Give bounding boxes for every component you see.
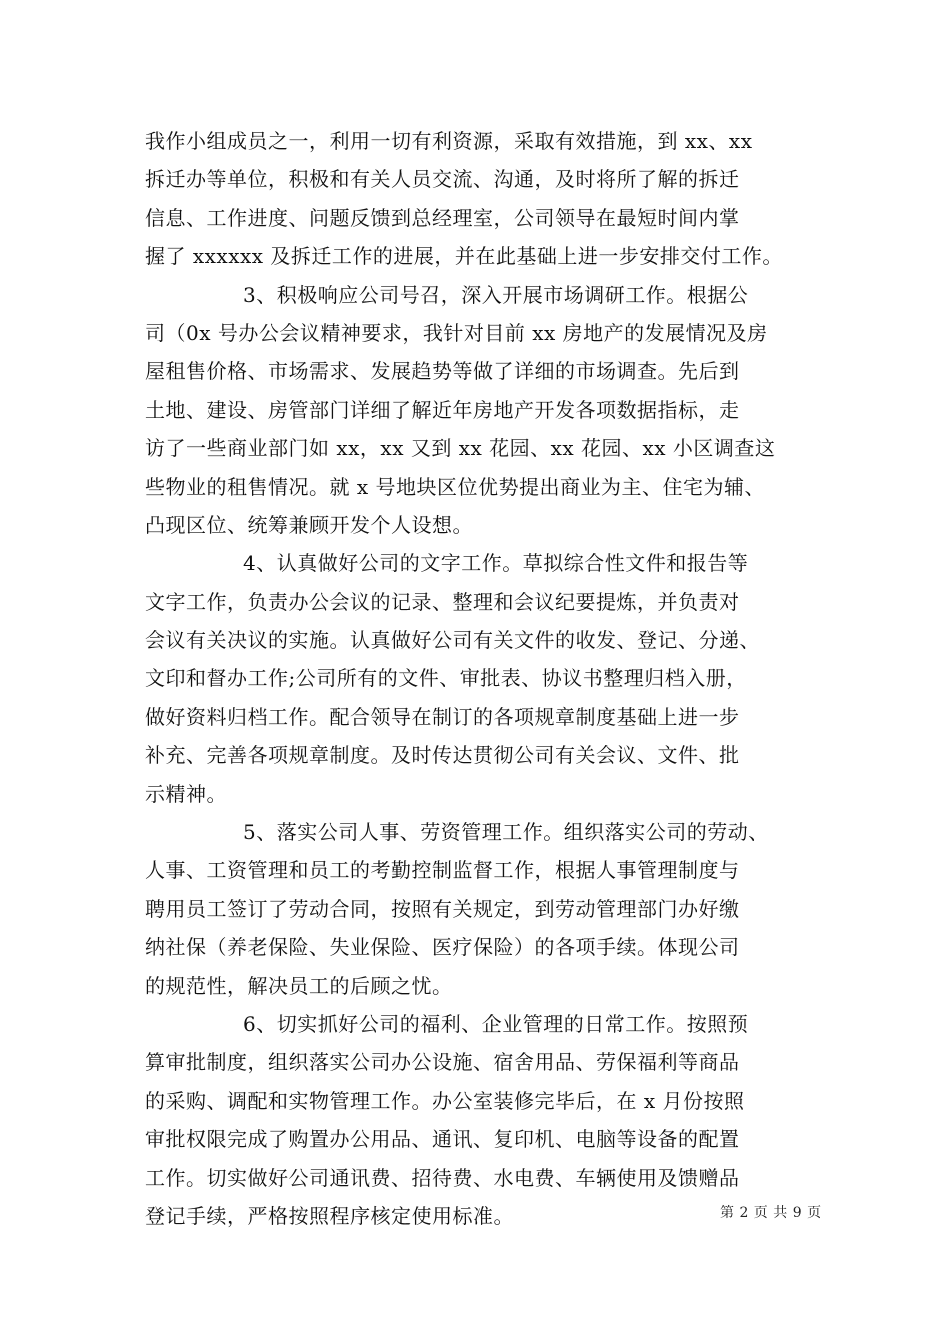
text-line: 纳社保（养老保险、失业保险、医疗保险）的各项手续。体现公司 — [145, 935, 740, 960]
text-line: 访了一些商业部门如 xx，xx 又到 xx 花园、xx 花园、xx 小区调查这 — [145, 436, 776, 461]
page-number: 第 2 页 共 9 页 — [720, 1205, 822, 1221]
text-line: 信息、工作进度、问题反馈到总经理室，公司领导在最短时间内掌 — [145, 205, 740, 230]
text-line: 土地、建设、房管部门详细了解近年房地产开发各项数据指标，走 — [145, 397, 740, 422]
text-line: 会议有关决议的实施。认真做好公司有关文件的收发、登记、分递、 — [145, 628, 760, 653]
text-line: 我作小组成员之一，利用一切有利资源，采取有效措施，到 xx、xx — [145, 129, 753, 153]
text-line: 补充、完善各项规章制度。及时传达贯彻公司有关会议、文件、批 — [145, 743, 740, 768]
text-line: 屋租售价格、市场需求、发展趋势等做了详细的市场调查。先后到 — [145, 359, 740, 384]
text-line: 握了 xxxxxx 及拆迁工作的进展，并在此基础上进一步安排交付工作。 — [145, 244, 783, 269]
text-line: 些物业的租售情况。就 x 号地块区位优势提出商业为主、住宅为辅、 — [145, 474, 765, 499]
text-line: 聘用员工签订了劳动合同，按照有关规定，到劳动管理部门办好缴 — [145, 896, 740, 921]
text-line: 审批权限完成了购置办公用品、通讯、复印机、电脑等设备的配置 — [145, 1127, 740, 1152]
text-line: 人事、工资管理和员工的考勤控制监督工作，根据人事管理制度与 — [145, 858, 740, 883]
paragraph-3-start: 3、积极响应公司号召，深入开展市场调研工作。根据公 — [243, 282, 749, 307]
text-line: 示精神。 — [145, 781, 227, 806]
text-line: 的采购、调配和实物管理工作。办公室装修完毕后，在 x 月份按照 — [145, 1088, 745, 1113]
text-line: 文字工作，负责办公会议的记录、整理和会议纪要提炼，并负责对 — [145, 589, 740, 614]
text-line: 算审批制度，组织落实公司办公设施、宿舍用品、劳保福利等商品 — [145, 1050, 740, 1075]
text-line: 司（0x 号办公会议精神要求，我针对目前 xx 房地产的发展情况及房 — [145, 320, 768, 345]
paragraph-4-start: 4、认真做好公司的文字工作。草拟综合性文件和报告等 — [243, 551, 749, 576]
text-line: 做好资料归档工作。配合领导在制订的各项规章制度基础上进一步 — [145, 704, 740, 729]
text-line: 登记手续，严格按照程序核定使用标准。 — [145, 1203, 514, 1228]
text-line: 的规范性，解决员工的后顾之忧。 — [145, 973, 453, 998]
paragraph-6-start: 6、切实抓好公司的福利、企业管理的日常工作。按照预 — [243, 1011, 749, 1036]
text-line: 文印和督办工作;公司所有的文件、审批表、协议书整理归档入册， — [145, 666, 747, 691]
text-line: 工作。切实做好公司通讯费、招待费、水电费、车辆使用及馈赠品 — [145, 1165, 740, 1190]
text-line: 拆迁办等单位，积极和有关人员交流、沟通，及时将所了解的拆迁 — [145, 167, 740, 192]
body-text — [145, 122, 825, 1235]
text-line: 凸现区位、统筹兼顾开发个人设想。 — [145, 512, 473, 537]
paragraph-5-start: 5、落实公司人事、劳资管理工作。组织落实公司的劳动、 — [243, 820, 769, 845]
